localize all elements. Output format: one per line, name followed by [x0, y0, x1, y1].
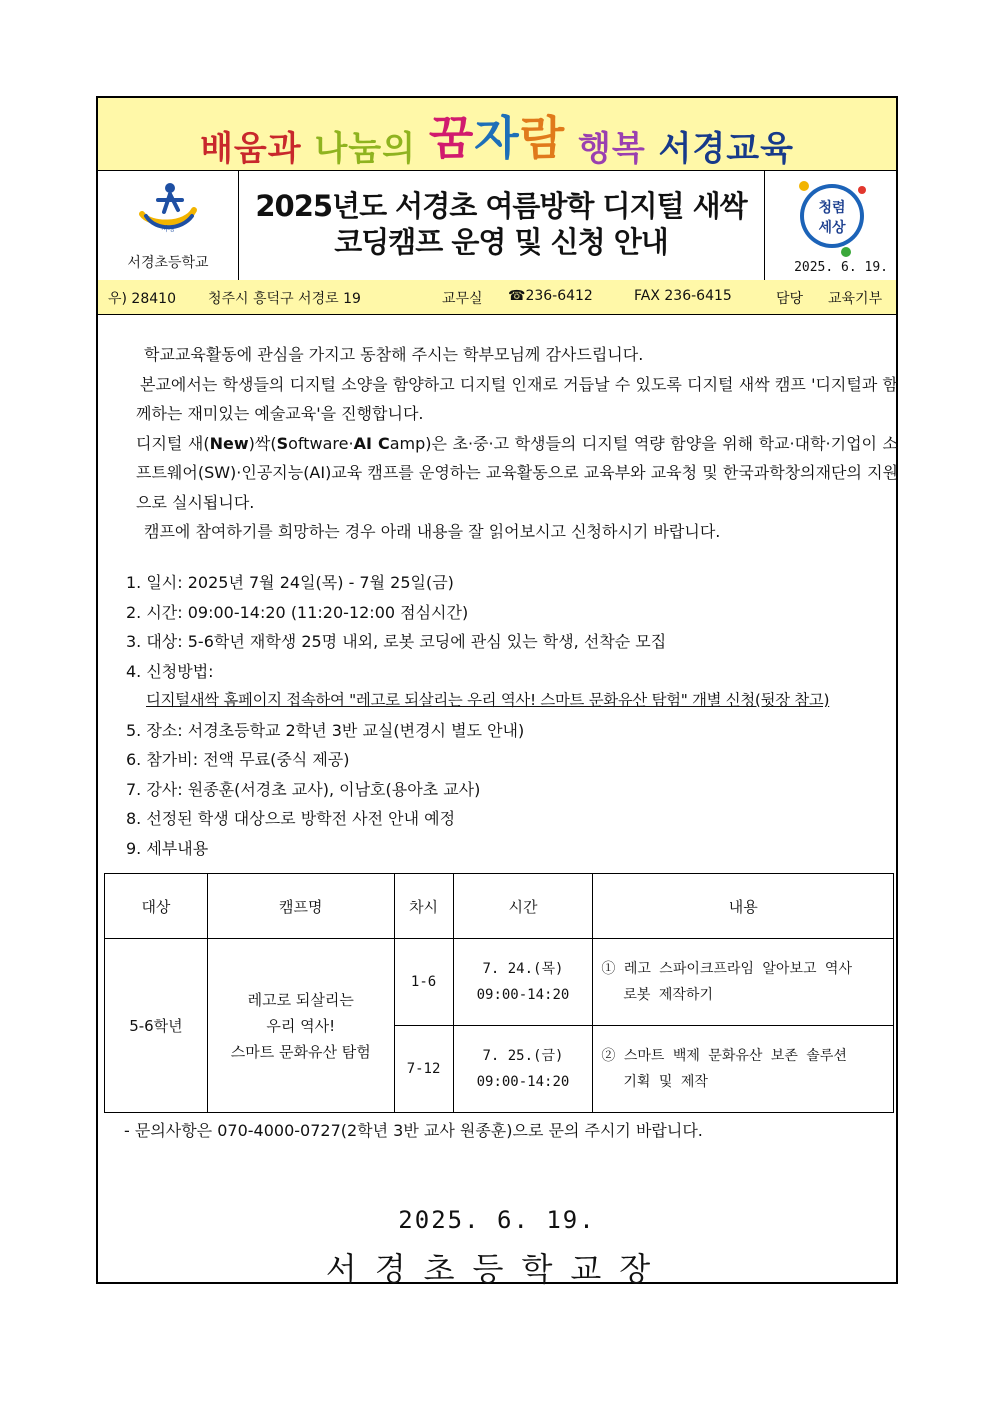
- camp-name-cell: [207, 939, 394, 1113]
- title-line-2: 코딩캠프 운영 및 신청 안내: [334, 225, 668, 259]
- list-item-target: 3. 대상: 5-6학년 재학생 25명 내외, 로봇 코딩에 관심 있는 학생, 선착순 모집: [126, 632, 667, 651]
- table-header-camp: 캠프명: [207, 874, 394, 939]
- session-cell: 7-12: [394, 1026, 453, 1113]
- time-cell: [453, 939, 593, 1026]
- content-line-1: ② 스마트 백제 문화유산 보존 솔루션: [601, 1048, 847, 1064]
- camp-name-line-1: 레고로 되살리는: [247, 990, 354, 1009]
- content-cell: [593, 939, 894, 1026]
- office-phone: ☎236-6412: [508, 288, 593, 304]
- intro-paragraph-4: 캠프에 참여하기를 희망하는 경우 아래 내용을 잘 읽어보시고 신청하시기 바랍니다.: [144, 522, 721, 541]
- header-date: 2025. 6. 19.: [794, 260, 888, 275]
- list-item-apply: 4. 신청방법:: [126, 661, 214, 681]
- session-cell: 1-6: [394, 939, 453, 1026]
- apply-method-detail: 디지털새싹 홈페이지 접속하여 "레고로 되살리는 우리 역사! 스마트 문화유산 탐험" 개별 신청(뒷장 참고): [146, 691, 830, 709]
- list-item-instructor: 7. 강사: 원종훈(서경초 교사), 이남호(용아초 교사): [126, 779, 481, 799]
- p3-part-f: AI C: [353, 433, 390, 453]
- intro-paragraph-3: [136, 429, 898, 518]
- camp-schedule-table: [104, 873, 894, 1113]
- table-header-row: [105, 874, 894, 939]
- list-item-time: 2. 시간: 09:00-14:20 (11:20-12:00 점심시간): [126, 602, 469, 622]
- table-row: [105, 939, 894, 1026]
- table-header-session: 차시: [394, 874, 453, 939]
- session-time: 09:00-14:20: [476, 1074, 570, 1090]
- postal-code: 우) 28410: [108, 291, 176, 307]
- address-bar: [98, 280, 896, 315]
- signature-date: 2025. 6. 19.: [398, 1206, 596, 1234]
- title-line-1: 2025년도 서경초 여름방학 디지털 새싹: [255, 189, 747, 223]
- session-date: 7. 24.(목): [482, 961, 564, 977]
- p3-part-c: )싹(: [248, 433, 277, 453]
- list-item-fee: 6. 참가비: 전액 무료(중식 제공): [126, 750, 350, 769]
- integrity-seal-icon: [786, 176, 876, 258]
- list-item-details: 9. 세부내용: [126, 838, 209, 858]
- inquiry-note: - 문의사항은 070-4000-0727(2학년 3반 교사 원종훈)으로 문의 주시기 바랍니다.: [124, 1121, 703, 1140]
- info-list: [126, 568, 896, 863]
- session-date: 7. 25.(금): [482, 1048, 564, 1064]
- school-logo-cell: [98, 170, 239, 280]
- intro-text: [136, 340, 898, 547]
- slogan-part-1: 배움과: [200, 129, 302, 169]
- content-line-2: 기획 및 제작: [623, 1074, 708, 1090]
- time-cell: [453, 1026, 593, 1113]
- table-header-content: 내용: [593, 874, 894, 939]
- intro-paragraph-1: 학교교육활동에 관심을 가지고 동참해 주시는 학부모님께 감사드립니다.: [144, 345, 644, 364]
- session-time: 09:00-14:20: [476, 987, 570, 1003]
- slogan-part-2: 나눔의: [314, 129, 416, 169]
- slogan-part-7: 서경교육: [658, 129, 794, 169]
- intro-paragraph-2: 본교에서는 학생들의 디지털 소양을 함양하고 디지털 인재로 거듭날 수 있도록 디지털 새싹 캠프 '디지털과 함께하는 재미있는 예술교육'을 진행합니다.: [136, 374, 898, 423]
- slogan-banner: [98, 98, 896, 171]
- manager-label: 담당: [776, 291, 804, 307]
- seal-cell: [764, 170, 896, 280]
- camp-name-line-3: 스마트 문화유산 탐험: [230, 1042, 371, 1061]
- table-header-target: 대상: [105, 874, 208, 939]
- street-address: 청주시 흥덕구 서경로 19: [208, 291, 361, 307]
- fax-number: FAX 236-6415: [634, 288, 732, 304]
- office-label: 교무실: [442, 291, 483, 307]
- p3-part-d: S: [276, 433, 289, 453]
- list-item-place: 5. 장소: 서경초등학교 2학년 3반 교실(변경시 별도 안내): [126, 720, 525, 740]
- p3-part-e: oftware·: [288, 433, 354, 453]
- slogan-part-3: 꿈: [428, 111, 475, 165]
- seal-text-2: 세상: [818, 220, 846, 236]
- slogan-part-6: 행복: [578, 129, 646, 169]
- seal-text-1: 청렴: [818, 200, 846, 216]
- p3-part-g: amp)은 초·중·고 학생들의 디지털 역량 함양을 위해 학교·대학·기업이 소프트웨어(SW)·인공지능(AI)교육 캠프를 운영하는 교육활동으로 교육부와 교육청 및 한국과학창의재단의 지원으로 실시됩니다.: [136, 433, 898, 512]
- manager-department: 교육기부: [828, 291, 883, 307]
- list-item-date: 1. 일시: 2025년 7월 24일(목) - 7월 25일(금): [126, 573, 454, 592]
- school-logo-icon: [136, 180, 200, 236]
- table-header-time: 시간: [453, 874, 593, 939]
- header-row: [98, 170, 896, 281]
- slogan-part-5: 람: [519, 111, 566, 165]
- document-frame: [96, 96, 898, 1288]
- principal-signature: 서경초등학교장: [325, 1250, 669, 1288]
- p3-part-b: New: [209, 433, 249, 453]
- list-item-notice: 8. 선정된 학생 대상으로 방학전 사전 안내 예정: [126, 809, 456, 828]
- school-name: 서경초등학교: [127, 255, 209, 271]
- content-line-2: 로봇 제작하기: [623, 987, 713, 1003]
- title-cell: [238, 170, 765, 280]
- content-line-1: ① 레고 스파이크프라임 알아보고 역사: [601, 961, 852, 977]
- document-title: [238, 188, 764, 260]
- target-cell: 5-6학년: [105, 939, 208, 1113]
- camp-name-line-2: 우리 역사!: [266, 1016, 336, 1035]
- slogan-text: [98, 108, 896, 174]
- content-cell: [593, 1026, 894, 1113]
- slogan-part-4: 자: [474, 111, 520, 165]
- logo-text: 서경: [161, 225, 175, 233]
- p3-part-a: 디지털 새(: [136, 433, 210, 453]
